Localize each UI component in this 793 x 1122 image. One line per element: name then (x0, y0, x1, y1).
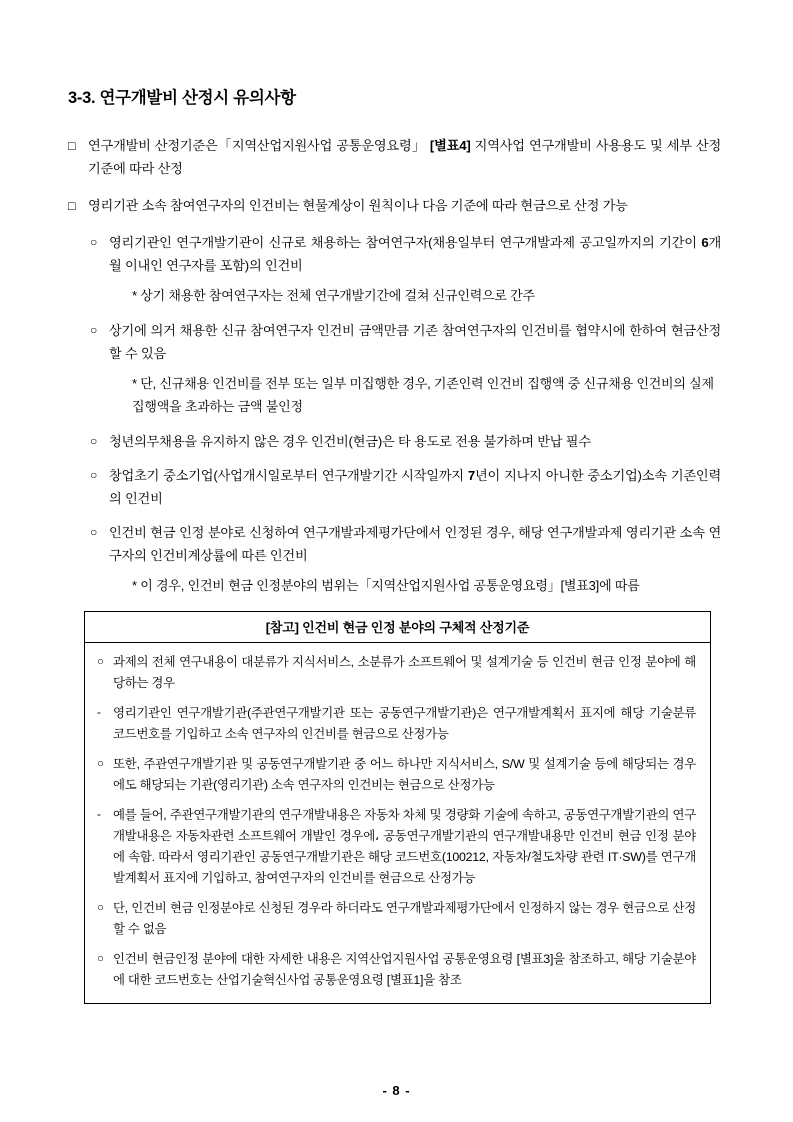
reference-box-title: [참고] 인건비 현금 인정 분야의 구체적 산정기준 (85, 612, 710, 643)
page-number: - 8 - (382, 1083, 411, 1098)
text-run: 인건비 현금 인정 분야로 신청하여 연구개발과제평가단에서 인정된 경우, 해당 연구개발과제 영리기관 소속 연구자의 인건비계상률에 따른 인건비 (109, 525, 721, 563)
sub-bullet-item (68, 464, 721, 510)
sub-bullet-text (109, 521, 721, 567)
text-run: 년이 지나지 아니한 중소기업)소속 기존인력의 인건비 (109, 468, 721, 506)
page-title: 3-3. 연구개발비 산정시 유의사항 (68, 89, 296, 107)
sub-bullet-marker: ○ (90, 323, 98, 337)
text-run-bold: 7 (467, 468, 475, 483)
text-run: 지역사업 연구개발비 사용용도 및 세부 산정기준에 따라 산정 (88, 138, 721, 176)
sub-bullet-marker: ○ (90, 434, 98, 448)
sub-bullet-text (109, 430, 721, 453)
text-run: 개월 이내인 연구자를 포함)의 인건비 (109, 235, 721, 273)
reference-item (97, 805, 696, 889)
text-run-bold: 6 (701, 235, 709, 250)
reference-item-text: 영리기관인 연구개발기관(주관연구개발기관 또는 공동연구개발기관)은 연구개발계획서 표지에 해당 기술분류 코드번호를 기입하고 소속 연구자의 인건비를 현금으로 산정가능 (113, 706, 696, 741)
sub-bullet-item (68, 521, 721, 567)
reference-item-marker: ○ (97, 758, 104, 770)
sub-bullet-text (109, 464, 721, 510)
sub-bullet-marker: ○ (90, 468, 98, 482)
reference-item-text: 또한, 주관연구개발기관 및 공동연구개발기관 중 어느 하나만 지식서비스, S/W 및 설계기술 등에 해당되는 경우에도 해당되는 기관(영리기관) 소속 연구자의 인건비는 현금으로 산정가능 (113, 757, 696, 792)
reference-box-body (85, 643, 710, 1003)
sub-bullet-item (68, 430, 721, 453)
text-run: 청년의무채용을 유지하지 않은 경우 인건비(현금)은 타 용도로 전용 불가하며 반납 필수 (109, 434, 591, 449)
reference-item-text: 단, 인건비 현금 인정분야로 신청된 경우라 하더라도 연구개발과제평가단에서 인정하지 않는 경우 현금으로 산정할 수 없음 (113, 901, 696, 936)
bullet-item (68, 194, 721, 217)
text-run: 영리기관 소속 참여연구자의 인건비는 현물계상이 원칙이나 다음 기준에 따라 현금으로 산정 가능 (88, 198, 628, 213)
text-run-bold: [별표4] (425, 138, 471, 153)
reference-item-text: 인건비 현금인정 분야에 대한 자세한 내용은 지역산업지원사업 공통운영요령 [별표3]을 참조하고, 해당 기술분야에 대한 코드번호는 산업기술혁신사업 공통운영요령 [별표1]을 참조 (113, 952, 696, 987)
reference-item-marker: - (97, 707, 101, 719)
sub-bullet-note: * 단, 신규채용 인건비를 전부 또는 일부 미집행한 경우, 기존인력 인건비 집행액 중 신규채용 인건비의 실제 집행액을 초과하는 금액 불인정 (132, 376, 714, 414)
reference-item-marker: - (97, 809, 101, 821)
bullet-text (88, 194, 721, 217)
reference-item (97, 898, 696, 940)
sub-bullet-item (68, 319, 721, 365)
reference-item (97, 949, 696, 991)
reference-box (84, 611, 711, 1004)
reference-item-marker: ○ (97, 902, 104, 914)
bullet-text (88, 134, 721, 180)
bullet-marker: □ (68, 199, 76, 213)
sub-bullet-note: * 이 경우, 인건비 현금 인정분야의 범위는「지역산업지원사업 공통운영요령」[별표3]에 따름 (132, 578, 640, 593)
bullet-marker: □ (68, 139, 76, 153)
text-run: 상기에 의거 채용한 신규 참여연구자 인건비 금액만큼 기존 참여연구자의 인건비를 협약시에 한하여 현금산정할 수 있음 (109, 323, 721, 361)
sub-bullet-text (109, 319, 721, 365)
sub-bullet-text (109, 231, 721, 277)
sub-bullet-note: * 상기 채용한 참여연구자는 전체 연구개발기간에 걸쳐 신규인력으로 간주 (132, 288, 535, 303)
reference-item-marker: ○ (97, 953, 104, 965)
bullet-item (68, 134, 721, 180)
reference-item (97, 703, 696, 745)
reference-item-text: 과제의 전체 연구내용이 대분류가 지식서비스, 소분류가 소프트웨어 및 설계기술 등 인건비 현금 인정 분야에 해당하는 경우 (113, 655, 696, 690)
sub-bullet-marker: ○ (90, 525, 98, 539)
text-run: 창업초기 중소기업(사업개시일로부터 연구개발기간 시작일까지 (109, 468, 468, 483)
reference-item (97, 754, 696, 796)
reference-item (97, 652, 696, 694)
reference-item-text: 예를 들어, 주관연구개발기관의 연구개발내용은 자동차 차체 및 경량화 기술에 속하고, 공동연구개발기관의 연구개발내용은 자동차관련 소프트웨어 개발인 경우에، 공동연구개발기관의 연구개발내용만 인건비 현금 인정 분야에 속함. 따라서 영리기관인 공동연구개발기관은 해당 코드번호(100212, 자동차/철도차량 관련 IT·SW)를 연구개발계획서 표지에 기입하고, 참여연구자의 인건비를 현금으로 산정가능 (113, 808, 696, 885)
sub-bullet-marker: ○ (90, 235, 98, 249)
sub-bullet-item (68, 231, 721, 277)
text-run: 영리기관인 연구개발기관이 신규로 채용하는 참여연구자(채용일부터 연구개발과제 공고일까지의 기간이 (109, 235, 702, 250)
reference-item-marker: ○ (97, 656, 104, 668)
text-run: 연구개발비 산정기준은「지역산업지원사업 공통운영요령」 (88, 138, 426, 153)
